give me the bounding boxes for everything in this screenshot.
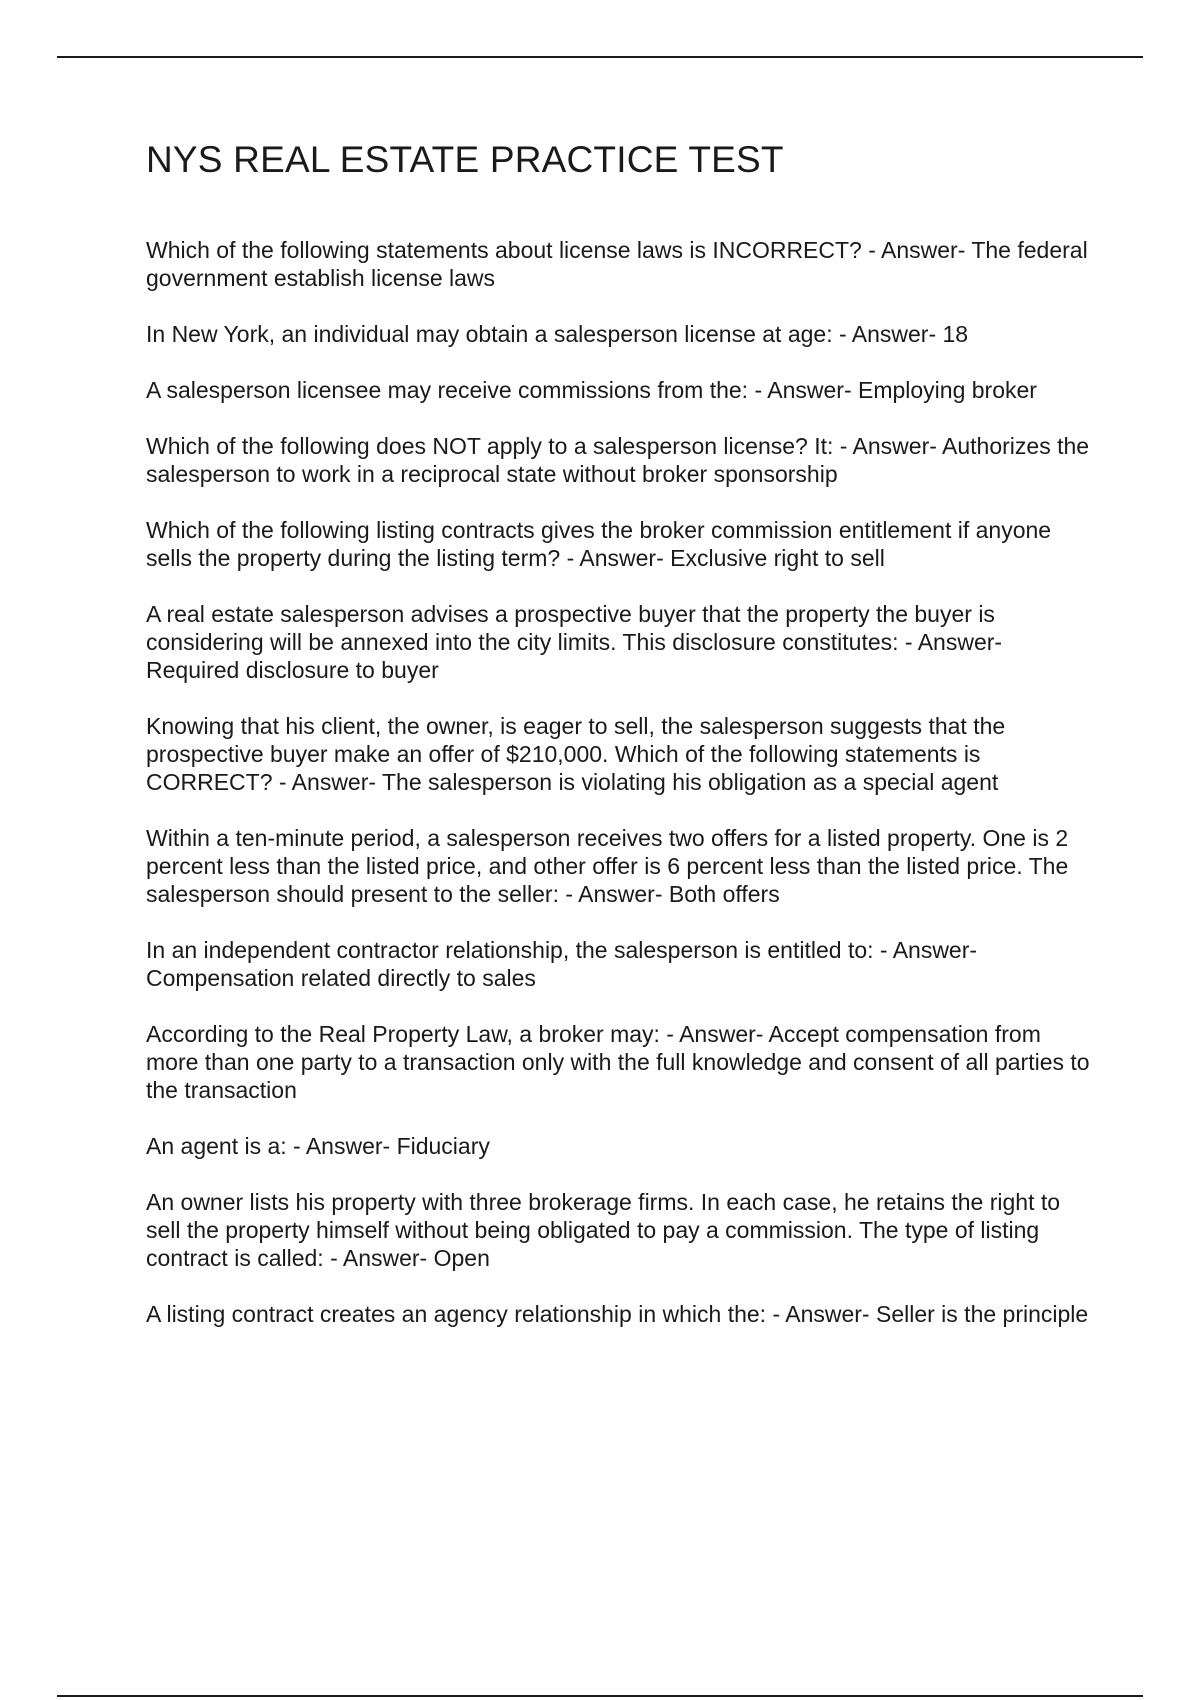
page-title: NYS REAL ESTATE PRACTICE TEST [146,139,784,180]
document-body [146,138,1096,1356]
question-answer-1: Which of the following statements about license laws is INCORRECT? - Answer- The federal government establish license laws [146,237,1088,292]
question-answer-7: Knowing that his client, the owner, is eager to sell, the salesperson suggests that the prospective buyer make an offer of $210,000. Which of the following statements is CORRECT? - Answer- The salesperson is violating his obligation as a special agent [146,713,1006,796]
question-answer-6: A real estate salesperson advises a prospective buyer that the property the buyer is considering will be annexed into the city limits. This disclosure constitutes: - Answer- Required disclosure to buyer [146,601,1003,684]
question-answer-12: An owner lists his property with three brokerage firms. In each case, he retains the right to sell the property himself without being obligated to pay a commission. The type of listing contract is called: - Answer- Open [146,1189,1061,1272]
question-answer-4: Which of the following does NOT apply to a salesperson license? It: - Answer- Authorizes the salesperson to work in a reciprocal state without broker sponsorship [146,433,1090,488]
question-answer-2: In New York, an individual may obtain a salesperson license at age: - Answer- 18 [146,321,969,348]
question-answer-9: In an independent contractor relationship, the salesperson is entitled to: - Answer- Compensation related directly to sales [146,937,978,992]
question-answer-10: According to the Real Property Law, a broker may: - Answer- Accept compensation from more than one party to a transaction only with the full knowledge and consent of all parties to the transaction [146,1021,1090,1104]
question-answer-5: Which of the following listing contracts gives the broker commission entitlement if anyone sells the property during the listing term? - Answer- Exclusive right to sell [146,517,1052,572]
bottom-divider [57,1695,1143,1697]
question-answer-8: Within a ten-minute period, a salesperson receives two offers for a listed property. One is 2 percent less than the listed price, and other offer is 6 percent less than the listed price. The salesperson should present to the seller: - Answer- Both offers [146,825,1069,908]
question-answer-13: A listing contract creates an agency relationship in which the: - Answer- Seller is the principle [146,1301,1089,1328]
question-answer-11: An agent is a: - Answer- Fiduciary [146,1133,490,1160]
question-answer-3: A salesperson licensee may receive commissions from the: - Answer- Employing broker [146,377,1037,404]
top-divider [57,56,1143,58]
